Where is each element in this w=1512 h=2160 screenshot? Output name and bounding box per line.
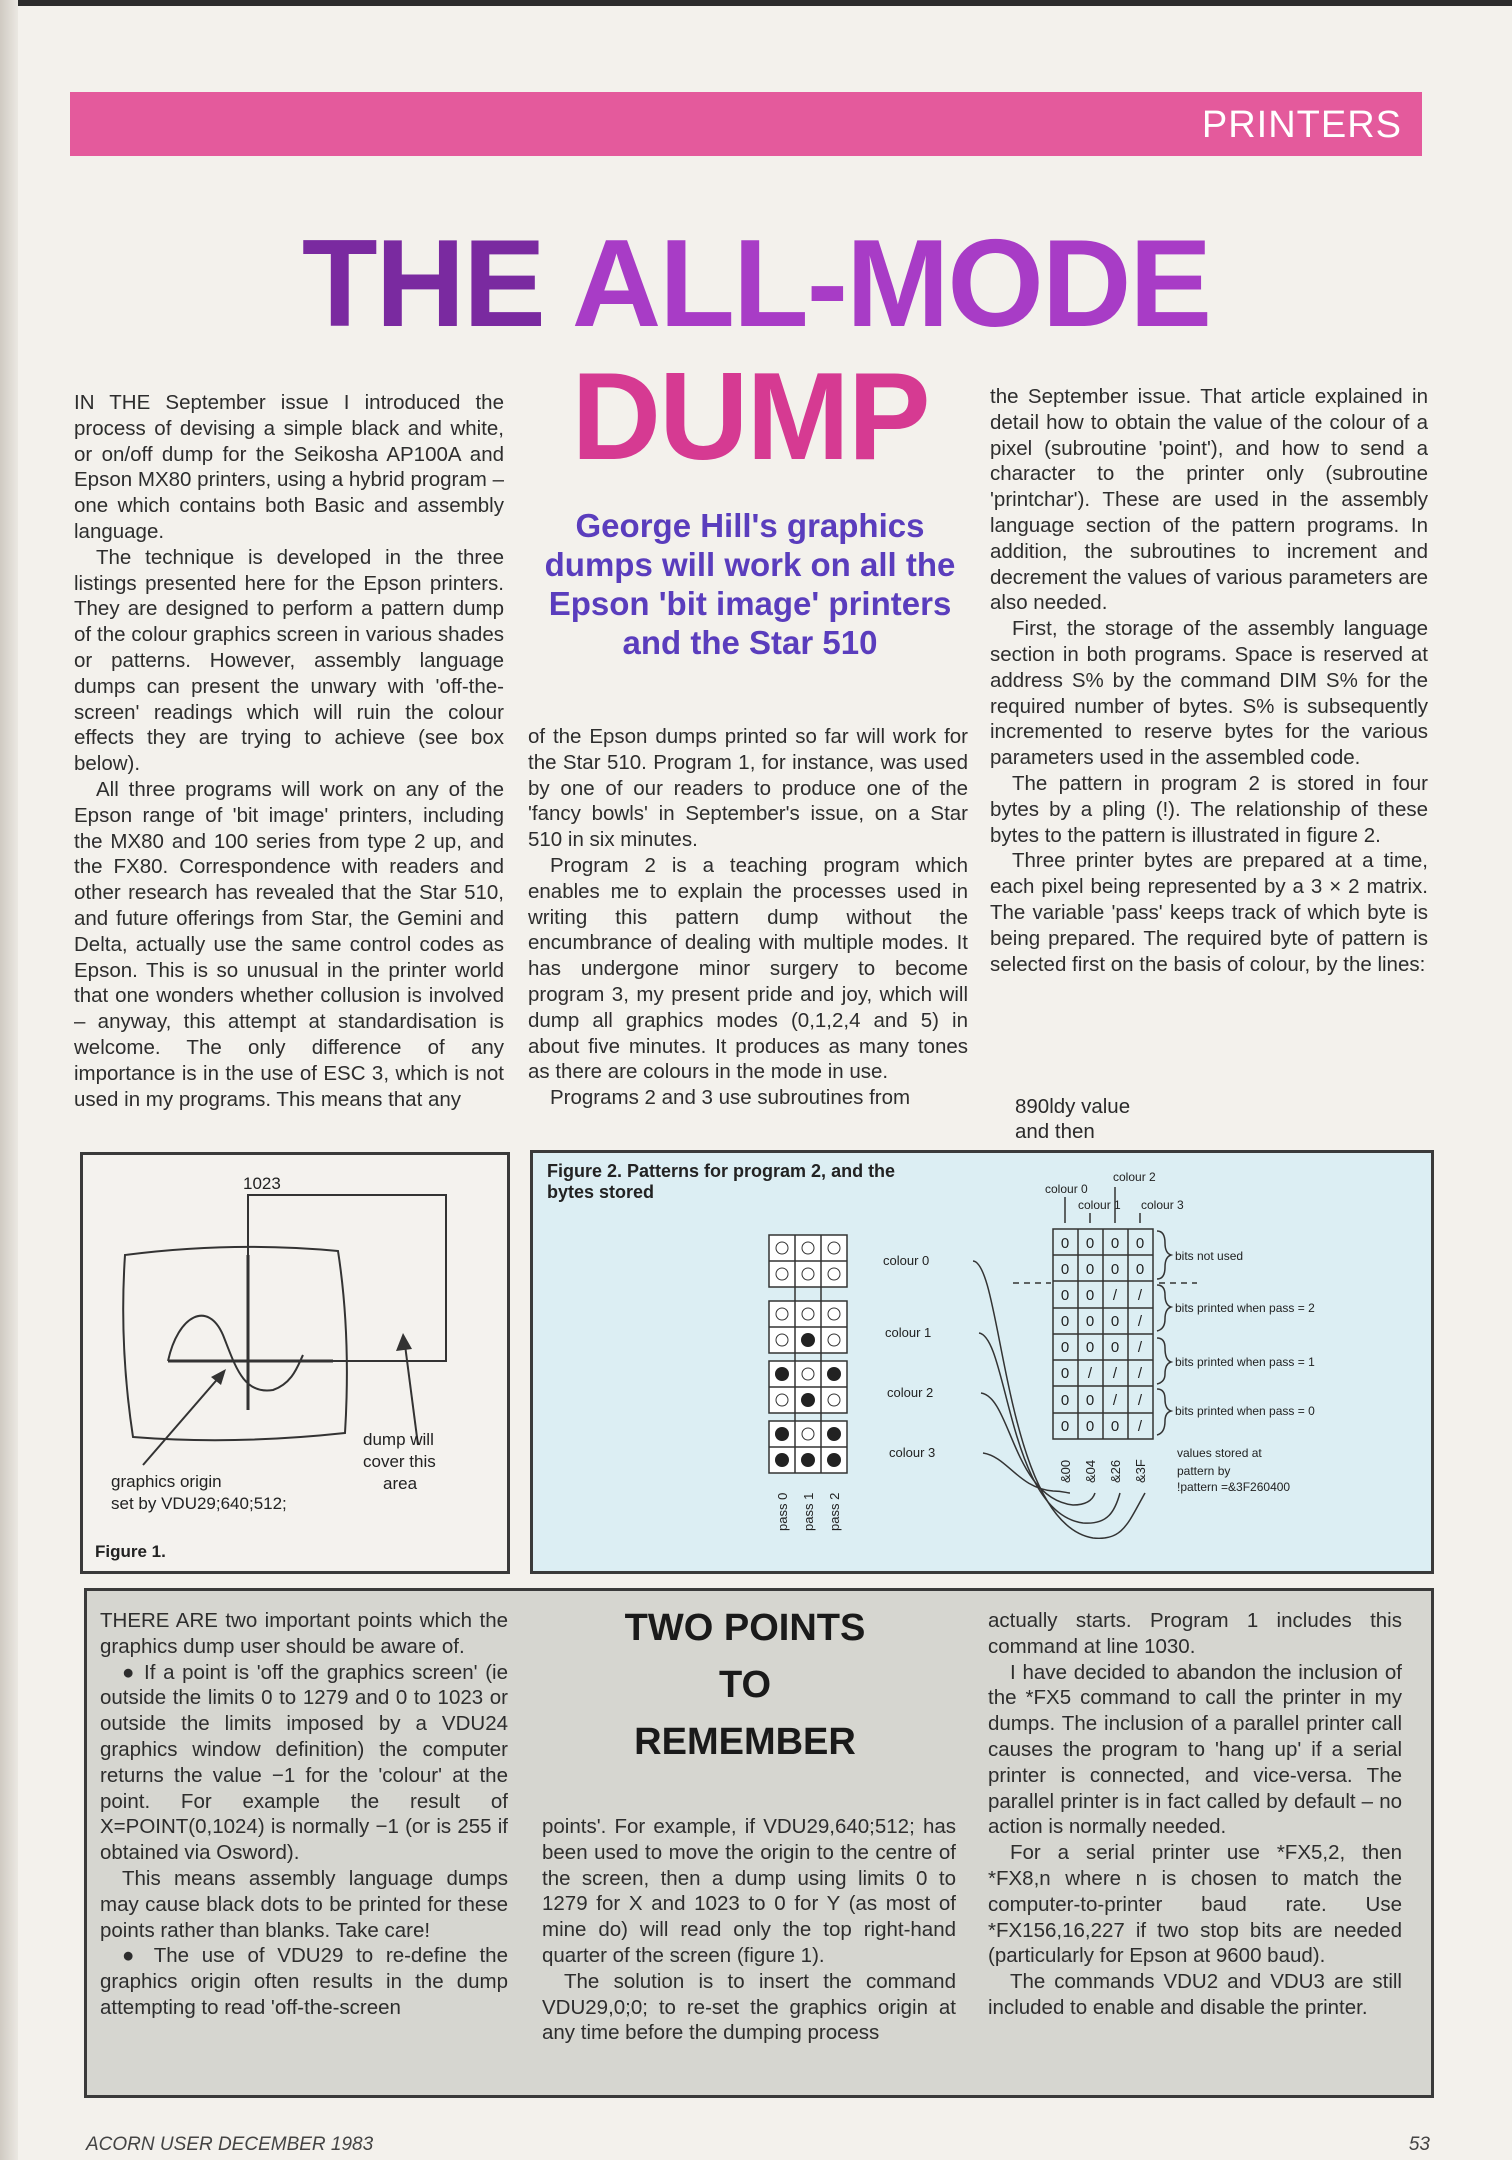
svg-text:/: /: [1137, 1392, 1143, 1409]
connector-curves: [973, 1261, 1145, 1538]
origin-note-line: graphics origin: [111, 1472, 222, 1491]
svg-text:0: 0: [1085, 1313, 1095, 1330]
svg-text:0: 0: [1060, 1313, 1070, 1330]
box-title-line: REMEMBER: [634, 1721, 856, 1763]
figure-1: [80, 1152, 510, 1574]
figure-1-diagram: [83, 1155, 507, 1571]
page-number: 53: [1408, 2134, 1430, 2155]
dump-note-line: area: [383, 1474, 418, 1493]
svg-text:0: 0: [1135, 1261, 1145, 1278]
paragraph: Three printer bytes are prepared at a time, each pixel being represented by a 3 × 2 matrix. The variable 'pass' keeps track of which byte is being prepared. The required byte of pattern is selected first on the basis of colour, by the lines:: [990, 849, 1428, 976]
svg-text:0: 0: [1060, 1287, 1070, 1304]
figure-1-label: Figure 1.: [95, 1542, 166, 1561]
paragraph: ● If a point is 'off the graphics screen' (ie outside the limits 0 to 1279 and 0 to 1023 or outside the limits imposed by a VDU24 graphics window definition) the computer returns the value −1 for the 'colour' at the point. For example the result of X=POINT(0,1024) is normally −1 (or is 255 if obtained via Osword).: [100, 1660, 508, 1865]
svg-text:0: 0: [1110, 1261, 1120, 1278]
right-label: bits printed when pass = 0: [1175, 1404, 1315, 1418]
right-label: bits printed when pass = 2: [1175, 1301, 1315, 1315]
values-note-line: pattern by: [1177, 1464, 1231, 1478]
colour-label: colour 0: [883, 1253, 930, 1268]
svg-text:/: /: [1112, 1287, 1118, 1304]
right-label: bits not used: [1175, 1249, 1244, 1263]
top-label: colour 2: [1113, 1170, 1156, 1184]
paragraph: IN THE September issue I introduced the process of devising a simple black and white, or on/off dump for the Seikosha AP100A and Epson MX80 printers, using a hybrid program – one which contains both Basic and assembly language.: [74, 391, 504, 543]
headline-part1: THE: [301, 215, 572, 353]
headline-dump: DUMP: [571, 348, 929, 486]
byte-label: &3F: [1133, 1459, 1148, 1483]
paragraph: Programs 2 and 3 use subroutines from: [550, 1086, 911, 1110]
paragraph: of the Epson dumps printed so far will work for the Star 510. Program 1, for instance, was used by one of our readers to produce one of the 'fancy bowls' in September's issue, on a Star 510 in six minutes.: [528, 725, 968, 852]
dump-note-line: cover this: [363, 1452, 436, 1471]
svg-text:0: 0: [1085, 1339, 1095, 1356]
paragraph: First, the storage of the assembly language section in both programs. Space is reserved at address S% by the command DIM S% for the required number of bytes. S% is subsequently incremented to reserve bytes for the various parameters used in the assembled code.: [990, 617, 1428, 770]
headline: [0, 215, 1512, 353]
top-label: colour 1: [1078, 1198, 1121, 1212]
code-line: and then: [1015, 1120, 1095, 1143]
article-column-3: [990, 384, 1428, 977]
svg-text:/: /: [1087, 1365, 1093, 1382]
svg-text:0: 0: [1060, 1339, 1070, 1356]
paragraph: This means assembly language dumps may cause black dots to be printed for these points rather than blanks. Take care!: [100, 1866, 508, 1942]
top-label: colour 3: [1141, 1198, 1184, 1212]
svg-text:0: 0: [1060, 1392, 1070, 1409]
svg-text:0: 0: [1110, 1418, 1120, 1435]
svg-text:0: 0: [1085, 1418, 1095, 1435]
right-label: bits printed when pass = 1: [1175, 1355, 1315, 1369]
paragraph: The pattern in program 2 is stored in four bytes by a pling (!). The relationship of these bytes to the pattern is illustrated in figure 2.: [990, 771, 1428, 847]
svg-text:/: /: [1137, 1287, 1143, 1304]
svg-text:0: 0: [1060, 1235, 1070, 1252]
top-label: colour 0: [1045, 1182, 1088, 1196]
colour-label: colour 2: [887, 1385, 934, 1400]
values-note-line: values stored at: [1177, 1446, 1262, 1460]
svg-text:/: /: [1137, 1313, 1143, 1330]
paragraph: points'. For example, if VDU29,640;512; has been used to move the origin to the centre of the screen, then a dump using limits 0 to 1279 for X and 1023 to 0 for Y (as most of mine do) will read only the top right-hand quarter of the screen (figure 1).: [542, 1815, 956, 1967]
paragraph: Program 2 is a teaching program which enables me to explain the processes used in writing this pattern dump without the encumbrance of dealing with multiple modes. It has undergone minor surgery to become program 3, my present pride and joy, which will dump all graphics modes (0,1,2,4 and 5) in about five minutes. It produces as many tones as there are colours in the mode in use.: [528, 853, 968, 1084]
box-title-line: TO: [718, 1664, 772, 1706]
box-column-2: [542, 1814, 956, 2046]
box-column-1: [100, 1608, 508, 2021]
paragraph: the September issue. That article explained in detail how to obtain the value of the colour of a pixel (subroutine 'point'), and how to send a character to the printer only (subroutine 'printchar'). These are used in the assembly language section of the pattern programs. In addition, the subroutines to increment and decrement the values of various parameters are also needed.: [990, 385, 1428, 615]
svg-text:0: 0: [1110, 1235, 1120, 1252]
paragraph: THERE ARE two important points which the graphics dump user should be aware of.: [100, 1609, 508, 1658]
byte-label: &26: [1108, 1459, 1123, 1483]
svg-text:/: /: [1112, 1392, 1118, 1409]
svg-text:/: /: [1137, 1418, 1143, 1435]
code-snippet: [1015, 1094, 1130, 1144]
figure-1-1023: 1023: [243, 1174, 281, 1193]
colour-label: colour 1: [885, 1325, 932, 1340]
svg-text:0: 0: [1135, 1235, 1145, 1252]
svg-text:0: 0: [1060, 1418, 1070, 1435]
byte-label: &00: [1058, 1459, 1073, 1483]
svg-text:0: 0: [1085, 1235, 1095, 1252]
svg-text:0: 0: [1085, 1261, 1095, 1278]
svg-text:0: 0: [1060, 1365, 1070, 1382]
svg-text:0: 0: [1085, 1287, 1095, 1304]
pass-label: pass 1: [801, 1492, 816, 1531]
code-line: 890ldy value: [1015, 1095, 1131, 1118]
figure-2: [530, 1150, 1434, 1574]
svg-text:/: /: [1137, 1365, 1143, 1382]
box-column-3: [988, 1608, 1402, 2021]
paragraph: All three programs will work on any of the Epson range of 'bit image' printers, including the MX80 and 100 series from type 2 up, and the FX80. Correspondence with readers and other research has revealed that the Star 510, and future offerings from Star, the Gemini and Delta, actually use the same control codes as Epson. This is so unusual in the printer world that one wonders whether collusion is involved – anyway, this attempt at standardisation is welcome. The only difference of any importance is in the use of ESC 3, which is not used in my programs. This means that any: [74, 777, 504, 1111]
right-braces: [1157, 1231, 1171, 1435]
figure-2-caption: Figure 2. Patterns for program 2, and the: [547, 1161, 896, 1181]
svg-text:0: 0: [1110, 1339, 1120, 1356]
svg-text:/: /: [1112, 1365, 1118, 1382]
dump-note-line: dump will: [363, 1430, 434, 1449]
paragraph: For a serial printer use *FX5,2, then *FX8,n where n is chosen to match the computer-to-printer baud rate. Use *FX156,16,227 if two stop bits are needed (particularly for Epson at 9600 baud).: [988, 1841, 1402, 1968]
box-title: [600, 1600, 890, 1771]
footer-title: ACORN USER DECEMBER 1983: [86, 2134, 374, 2155]
paragraph: The commands VDU2 and VDU3 are still included to enable and disable the printer.: [988, 1970, 1402, 2019]
values-note-line: !pattern =&3F260400: [1177, 1480, 1291, 1494]
pass-label: pass 2: [827, 1492, 842, 1531]
origin-note-line: set by VDU29;640;512;: [111, 1494, 287, 1513]
paragraph: I have decided to abandon the inclusion of the *FX5 command to call the printer in my dumps. The inclusion of a parallel printer call causes the program to 'hang up' if a serial printer is connected, and vice-versa. The parallel printer is in fact called by default – no action is normally needed.: [988, 1660, 1402, 1839]
byte-label: &04: [1083, 1459, 1098, 1483]
standfirst: George Hill's graphics dumps will work on all the Epson 'bit image' printers and the Star 510: [544, 507, 956, 661]
box-title-line: TWO POINTS: [624, 1607, 866, 1649]
figure-2-caption: bytes stored: [547, 1182, 655, 1202]
headline-part2: ALL-MODE: [571, 215, 1211, 353]
byte-grid: [1013, 1229, 1197, 1439]
paragraph: The technique is developed in the three listings presented here for the Epson printers. They are designed to perform a pattern dump of the colour graphics screen in various shades or patterns. However, assembly language dumps can present the unwary with 'off-the-screen' readings which will ruin the colour effects they are trying to achieve (see box below).: [74, 545, 504, 776]
top-edge: [0, 0, 1512, 6]
svg-text:0: 0: [1060, 1261, 1070, 1278]
paragraph: The solution is to insert the command VDU29,0;0; to re-set the graphics origin at any time before the dumping process: [542, 1969, 956, 2045]
paragraph: actually starts. Program 1 includes this command at line 1030.: [988, 1609, 1402, 1658]
svg-text:0: 0: [1110, 1313, 1120, 1330]
article-column-2: [528, 724, 968, 1111]
figure-2-diagram: [533, 1153, 1431, 1571]
colour-label: colour 3: [889, 1445, 936, 1460]
article-column-1: [74, 390, 504, 1112]
pass-label: pass 0: [775, 1492, 790, 1531]
section-label: PRINTERS: [1201, 104, 1402, 146]
svg-text:0: 0: [1085, 1392, 1095, 1409]
svg-text:/: /: [1137, 1339, 1143, 1356]
paragraph: ● The use of VDU29 to re-define the graphics origin often results in the dump attempting to read 'off-the-screen: [100, 1944, 508, 2019]
